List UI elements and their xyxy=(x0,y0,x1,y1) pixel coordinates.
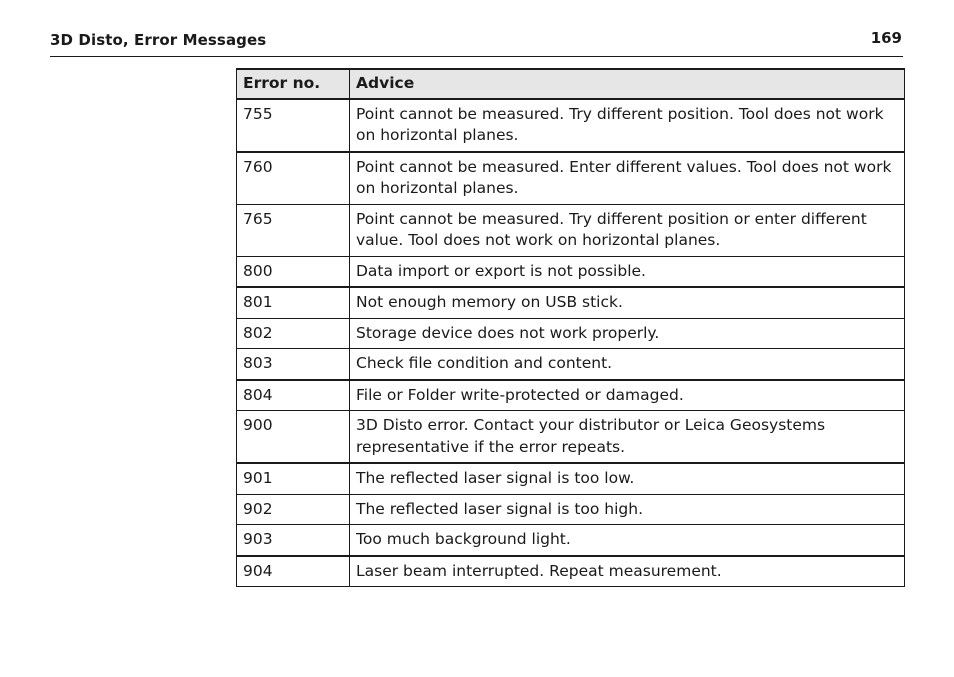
table-row xyxy=(237,287,905,318)
error-advice: 3D Disto error. Contact your distributor or Leica Geosystems representative if the error repeats. xyxy=(350,411,905,464)
table-row xyxy=(237,318,905,349)
column-header-advice: Advice xyxy=(350,69,905,99)
error-messages-table xyxy=(236,68,905,587)
error-code: 760 xyxy=(237,152,350,205)
table-row xyxy=(237,99,905,152)
error-advice: Storage device does not work properly. xyxy=(350,318,905,349)
table-header-row xyxy=(237,69,905,99)
error-code: 903 xyxy=(237,525,350,556)
error-advice: Point cannot be measured. Try different position. Tool does not work on horizontal planes. xyxy=(350,99,905,152)
error-code: 802 xyxy=(237,318,350,349)
table-row xyxy=(237,256,905,287)
error-code: 803 xyxy=(237,349,350,380)
error-advice: Laser beam interrupted. Repeat measurement. xyxy=(350,556,905,587)
page-header xyxy=(50,28,903,57)
error-advice: Point cannot be measured. Enter different values. Tool does not work on horizontal planes. xyxy=(350,152,905,205)
error-code: 800 xyxy=(237,256,350,287)
table-row xyxy=(237,494,905,525)
error-code: 900 xyxy=(237,411,350,464)
error-advice: The reflected laser signal is too high. xyxy=(350,494,905,525)
table-row xyxy=(237,152,905,205)
table-row xyxy=(237,556,905,587)
error-advice: File or Folder write-protected or damaged. xyxy=(350,380,905,411)
error-advice: Data import or export is not possible. xyxy=(350,256,905,287)
table-row xyxy=(237,463,905,494)
error-code: 901 xyxy=(237,463,350,494)
error-code: 904 xyxy=(237,556,350,587)
error-code: 902 xyxy=(237,494,350,525)
table-row xyxy=(237,525,905,556)
error-advice: Too much background light. xyxy=(350,525,905,556)
table-row xyxy=(237,349,905,380)
table-row xyxy=(237,380,905,411)
error-advice: Check file condition and content. xyxy=(350,349,905,380)
error-advice: The reflected laser signal is too low. xyxy=(350,463,905,494)
section-title: 3D Disto, Error Messages xyxy=(50,31,267,49)
error-code: 755 xyxy=(237,99,350,152)
error-advice: Point cannot be measured. Try different position or enter different value. Tool does not work on horizontal planes. xyxy=(350,204,905,256)
table-row xyxy=(237,411,905,464)
error-code: 765 xyxy=(237,204,350,256)
column-header-error-no: Error no. xyxy=(237,69,350,99)
page-number: 169 xyxy=(870,29,902,47)
error-code: 801 xyxy=(237,287,350,318)
table-row xyxy=(237,204,905,256)
error-code: 804 xyxy=(237,380,350,411)
error-advice: Not enough memory on USB stick. xyxy=(350,287,905,318)
